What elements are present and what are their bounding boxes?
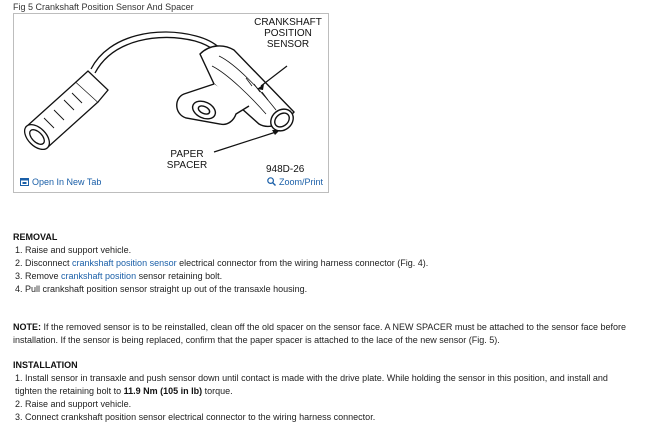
removal-heading: REMOVAL: [13, 232, 58, 242]
label-sensor-line-2: POSITION: [264, 28, 312, 39]
removal-step-1: 1. Raise and support vehicle.: [15, 245, 132, 255]
note-paragraph: [13, 321, 632, 347]
spacer: [13, 347, 632, 359]
removal-step-3: [13, 270, 632, 283]
label-sensor-line-3: SENSOR: [266, 39, 310, 50]
label-spacer-line-1: PAPER: [170, 149, 204, 160]
magnifier-icon: [267, 177, 276, 186]
note-text: If the removed sensor is to be reinstalled, clean off the old spacer on the sensor face. A NEW SPACER must be attached to the sensor face before installation. If the sensor is being replaced, confirm that the paper spacer is attached to the lace of the new sensor (Fig. 5).: [13, 322, 626, 345]
figure-caption: Fig 5 Crankshaft Position Sensor And Spacer: [13, 2, 194, 12]
figure-panel: [13, 13, 329, 193]
removal-step-2: [13, 257, 632, 270]
removal-step-2-pre: 2. Disconnect: [15, 258, 73, 268]
removal-step-2-post: electrical connector from the wiring harness connector (Fig. 4).: [176, 258, 429, 268]
removal-step-3-post: sensor retaining bolt.: [136, 271, 223, 281]
label-crankshaft-position-sensor: [254, 17, 322, 50]
installation-step-1: [13, 372, 632, 398]
new-tab-icon: [20, 178, 29, 186]
label-spacer-line-2: SPACER: [166, 160, 208, 171]
removal-step-4: 4. Pull crankshaft position sensor straight up out of the transaxle housing.: [15, 284, 308, 294]
installation-step-1-post: torque.: [202, 386, 233, 396]
zoom-print-label: Zoom/Print: [279, 177, 324, 187]
spacer: [13, 296, 632, 321]
torque-value: 11.9 Nm (105 in lb): [123, 386, 203, 396]
open-in-new-tab-link[interactable]: [20, 176, 101, 188]
installation-step-3: 3. Connect crankshaft position sensor electrical connector to the wiring harness connector.: [15, 412, 376, 422]
open-in-new-tab-label: Open In New Tab: [32, 177, 102, 187]
label-sensor-line-1: CRANKSHAFT: [254, 17, 322, 28]
installation-step-2: 2. Raise and support vehicle.: [15, 399, 132, 409]
figure-code: 948D-26: [266, 164, 305, 175]
removal-step-3-pre: 3. Remove: [15, 271, 62, 281]
figure-toolbar: [14, 176, 328, 190]
label-paper-spacer: [162, 149, 212, 171]
zoom-print-link[interactable]: [267, 176, 323, 188]
note-label: NOTE:: [13, 322, 41, 332]
crankshaft-position-sensor-link[interactable]: crankshaft position sensor: [72, 258, 177, 268]
procedure-text: [13, 231, 632, 424]
installation-step-1-pre: 1. Install sensor in transaxle and push sensor down until contact is made with the drive plate. While holding the sensor in this position, and install and tighten the retaining bolt to: [15, 373, 608, 396]
crankshaft-position-link[interactable]: crankshaft position: [61, 271, 137, 281]
installation-heading: INSTALLATION: [13, 360, 78, 370]
